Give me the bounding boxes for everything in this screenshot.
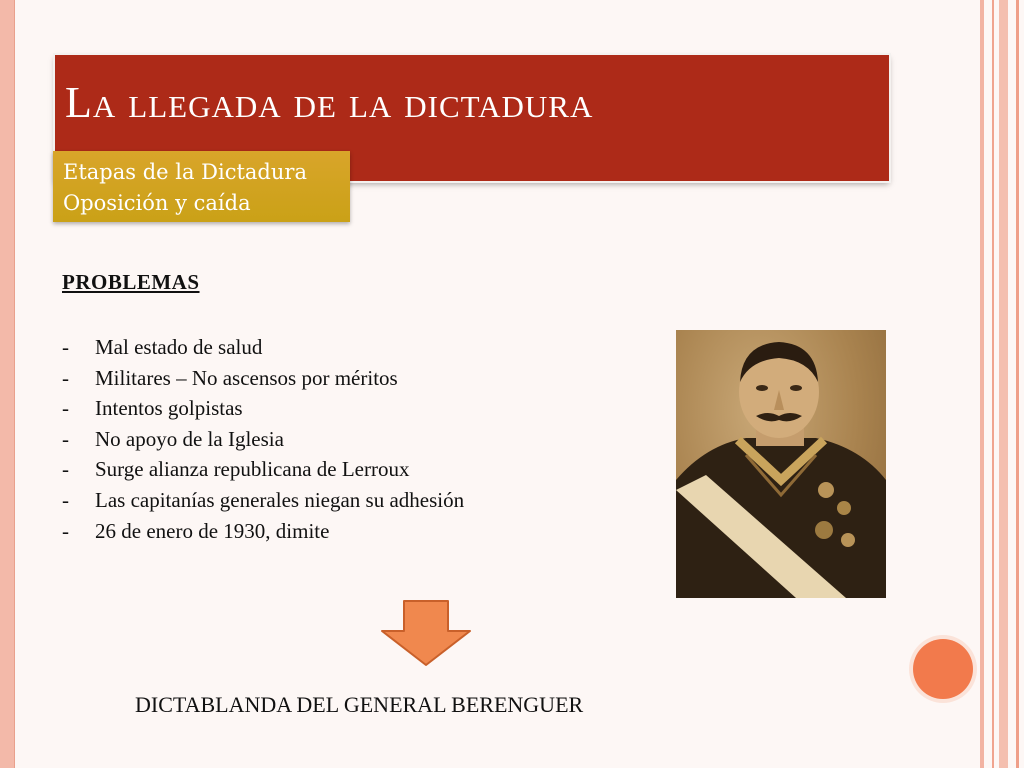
bullet-dash: - [62, 396, 69, 421]
portrait-drawing [676, 330, 886, 598]
problems-heading: PROBLEMAS [62, 270, 200, 294]
stripe [1016, 0, 1019, 768]
list-item-text: Intentos golpistas [95, 396, 243, 421]
bullet-dash: - [62, 457, 69, 482]
bullet-dash: - [62, 426, 69, 451]
subtitle-line-1: Etapas de la Dictadura [63, 160, 307, 184]
list-item [62, 424, 582, 455]
down-arrow-icon [379, 599, 473, 671]
bullet-dash: - [62, 335, 69, 359]
stripe [980, 0, 984, 768]
list-item [62, 332, 582, 363]
problems-list [62, 332, 582, 546]
list-item [62, 485, 582, 516]
down-arrow-shape [379, 599, 473, 667]
list-item-text: Surge alianza republicana de Lerroux [95, 457, 410, 482]
list-item-text: Mal estado de salud [95, 335, 263, 359]
list-item [62, 454, 582, 485]
conclusion-text: DICTABLANDA DEL GENERAL BERENGUER [135, 692, 584, 717]
list-item-text: No apoyo de la Iglesia [95, 426, 284, 451]
stripe [992, 0, 994, 768]
slide-title: La llegada de la dictadura [65, 78, 594, 127]
stripe [999, 0, 1008, 768]
list-item [62, 393, 582, 424]
list-item-text: Militares – No ascensos por méritos [95, 365, 398, 390]
list-item-text: 26 de enero de 1930, dimite [95, 518, 330, 543]
general-portrait-photo [676, 330, 886, 598]
bullet-dash: - [62, 365, 69, 390]
subtitle-box [53, 151, 350, 222]
list-item-text: Las capitanías generales niegan su adhesión [95, 487, 465, 512]
circle-decoration [913, 639, 973, 699]
left-border-decoration [0, 0, 15, 768]
bullet-dash: - [62, 518, 69, 543]
subtitle-line-2: Oposición y caída [63, 191, 251, 215]
right-stripe-decoration [968, 0, 1024, 768]
list-item [62, 516, 582, 547]
list-item [62, 363, 582, 394]
bullet-dash: - [62, 487, 69, 512]
